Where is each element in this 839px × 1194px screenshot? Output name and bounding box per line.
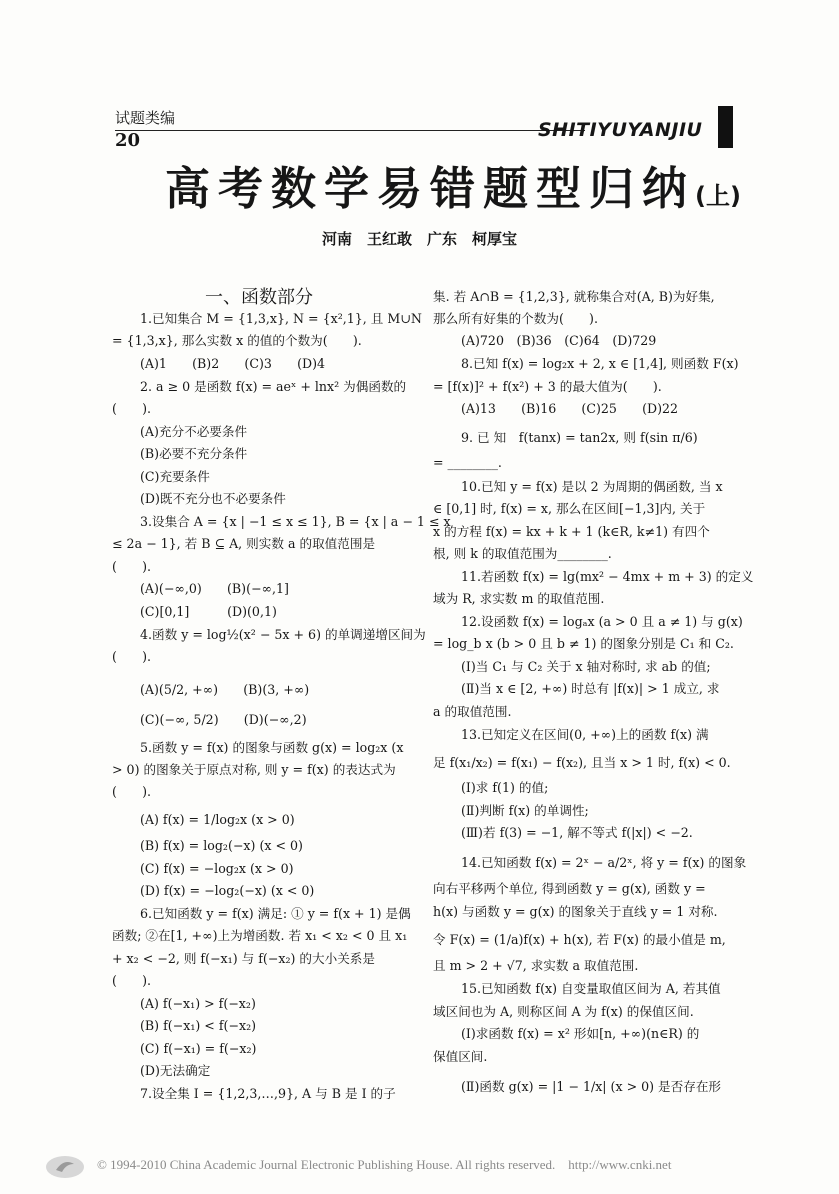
text-line: (C)充要条件 <box>140 469 210 484</box>
text-line: ( ). <box>112 649 152 664</box>
text-line: 12.设函数 f(x) = logₐx (a > 0 且 a ≠ 1) 与 g(x) <box>461 614 743 629</box>
article-title-main: 高考数学易错题型归纳 <box>165 162 696 215</box>
text-line: 保值区间. <box>433 1049 488 1064</box>
section-heading: 一、函数部分 <box>205 287 313 308</box>
text-line: (D) f(x) = −log₂(−x) (x < 0) <box>140 883 315 898</box>
text-line: ( ). <box>112 559 152 574</box>
text-line: = {1,3,x}, 那么实数 x 的值的个数为( ). <box>112 333 362 348</box>
text-line: 域为 R, 求实数 m 的取值范围. <box>433 591 605 606</box>
right-column <box>433 0 754 1194</box>
cnki-logo-icon <box>44 1154 86 1180</box>
text-line: 根, 则 k 的取值范围为________. <box>433 546 612 561</box>
journal-brand: SHITIYUYANJIU <box>538 119 703 141</box>
text-line: 域区间也为 A, 则称区间 A 为 f(x) 的保值区间. <box>433 1004 694 1019</box>
text-line: (A)720 (B)36 (C)64 (D)729 <box>461 333 657 348</box>
text-line: (Ⅱ)函数 g(x) = |1 − 1/x| (x > 0) 是否存在形 <box>461 1079 722 1094</box>
text-line: (A) f(−x₁) > f(−x₂) <box>140 996 256 1011</box>
text-line: (A)充分不必要条件 <box>140 424 248 439</box>
text-line: 集. 若 A∩B = {1,2,3}, 就称集合对(A, B)为好集, <box>433 289 715 304</box>
text-line: 5.函数 y = f(x) 的图象与函数 g(x) = log₂x (x <box>140 740 404 755</box>
text-line: 4.函数 y = log½(x² − 5x + 6) 的单调递增区间为 <box>140 627 426 642</box>
text-line: 向右平移两个单位, 得到函数 y = g(x), 函数 y = <box>433 881 706 896</box>
text-line: (C) f(−x₁) = f(−x₂) <box>140 1041 257 1056</box>
text-line: ≤ 2a − 1}, 若 B ⊆ A, 则实数 a 的取值范围是 <box>112 536 376 551</box>
text-line: (C)[0,1] (D)(0,1) <box>140 604 277 619</box>
article-title-suffix: (上) <box>695 182 741 210</box>
text-line: = [f(x)]² + f(x²) + 3 的最大值为( ). <box>433 379 662 394</box>
text-line: ( ). <box>112 784 152 799</box>
text-line: + x₂ < −2, 则 f(−x₁) 与 f(−x₂) 的大小关系是 <box>112 951 375 966</box>
text-line: 9. 已 知 f(tanx) = tan2x, 则 f(sin π/6) <box>461 430 698 445</box>
text-line: a 的取值范围. <box>433 704 512 719</box>
section-label: 试题类编 <box>115 109 176 127</box>
text-line: (D)既不充分也不必要条件 <box>140 491 286 506</box>
text-line: 8.已知 f(x) = log₂x + 2, x ∈ [1,4], 则函数 F(x) <box>461 356 739 371</box>
copyright-text: © 1994-2010 China Academic Journal Electronic Publishing House. All rights reserved. <box>97 1157 556 1172</box>
text-line: (A)(−∞,0) (B)(−∞,1] <box>140 581 289 596</box>
article-authors: 河南 王红敢 广东 柯厚宝 <box>322 230 518 248</box>
text-line: = log_b x (b > 0 且 b ≠ 1) 的图象分别是 C₁ 和 C₂. <box>433 636 734 651</box>
text-line: 7.设全集 I = {1,2,3,…,9}, A 与 B 是 I 的子 <box>140 1086 396 1101</box>
text-line: 14.已知函数 f(x) = 2ˣ − a/2ˣ, 将 y = f(x) 的图象 <box>461 855 747 870</box>
text-line: (B) f(−x₁) < f(−x₂) <box>140 1018 257 1033</box>
text-line: x 的方程 f(x) = kx + k + 1 (k∈R, k≠1) 有四个 <box>433 524 710 539</box>
text-line: (A)13 (B)16 (C)25 (D)22 <box>461 401 679 416</box>
text-line: (Ⅱ)判断 f(x) 的单调性; <box>461 803 589 818</box>
text-line: (Ⅰ)当 C₁ 与 C₂ 关于 x 轴对称时, 求 ab 的值; <box>461 659 711 674</box>
text-line: 3.设集合 A = {x | −1 ≤ x ≤ 1}, B = {x | a − 1 ≤ x <box>140 514 451 529</box>
text-line: 15.已知函数 f(x) 自变量取值区间为 A, 若其值 <box>461 981 721 996</box>
text-line: = ________. <box>433 455 502 470</box>
text-line: 且 m > 2 + √7, 求实数 a 取值范围. <box>433 958 639 973</box>
text-line: h(x) 与函数 y = g(x) 的图象关于直线 y = 1 对称. <box>433 904 718 919</box>
page-footer <box>0 1150 839 1194</box>
text-line: > 0) 的图象关于原点对称, 则 y = f(x) 的表达式为 <box>112 762 396 777</box>
text-line: (D)无法确定 <box>140 1063 211 1078</box>
text-line: 2. a ≥ 0 是函数 f(x) = aeˣ + lnx² 为偶函数的 <box>140 379 407 394</box>
text-line: (Ⅱ)当 x ∈ [2, +∞) 时总有 |f(x)| > 1 成立, 求 <box>461 681 720 696</box>
text-line: (A) f(x) = 1/log₂x (x > 0) <box>140 812 295 827</box>
text-line: ∈ [0,1] 时, f(x) = x, 那么在区间[−1,3]内, 关于 <box>433 501 706 516</box>
text-line: (B) f(x) = log₂(−x) (x < 0) <box>140 838 303 853</box>
text-line: (A)(5/2, +∞) (B)(3, +∞) <box>140 682 310 697</box>
text-line: 10.已知 y = f(x) 是以 2 为周期的偶函数, 当 x <box>461 479 723 494</box>
text-line: ( ). <box>112 401 152 416</box>
text-line: 令 F(x) = (1/a)f(x) + h(x), 若 F(x) 的最小值是 m, <box>433 932 726 947</box>
page-number: 20 <box>115 130 141 151</box>
text-line: (Ⅰ)求 f(1) 的值; <box>461 780 549 795</box>
text-line: 13.已知定义在区间(0, +∞)上的函数 f(x) 满 <box>461 727 709 742</box>
text-line: (C) f(x) = −log₂x (x > 0) <box>140 861 294 876</box>
text-line: (Ⅲ)若 f(3) = −1, 解不等式 f(|x|) < −2. <box>461 825 693 840</box>
text-line: (C)(−∞, 5/2) (D)(−∞,2) <box>140 712 307 727</box>
cnki-url[interactable]: http://www.cnki.net <box>568 1157 672 1172</box>
text-line: 函数; ②在[1, +∞)上为增函数. 若 x₁ < x₂ < 0 且 x₁ <box>112 928 408 943</box>
text-line: 11.若函数 f(x) = lg(mx² − 4mx + m + 3) 的定义 <box>461 569 754 584</box>
text-line: 1.已知集合 M = {1,3,x}, N = {x²,1}, 且 M∪N <box>140 311 422 326</box>
text-line: 那么所有好集的个数为( ). <box>433 311 598 326</box>
text-line: (B)必要不充分条件 <box>140 446 248 461</box>
footer-copyright <box>97 1157 671 1173</box>
text-line: (A)1 (B)2 (C)3 (D)4 <box>140 356 326 371</box>
text-line: 6.已知函数 y = f(x) 满足: ① y = f(x + 1) 是偶 <box>140 906 411 921</box>
text-line: 足 f(x₁/x₂) = f(x₁) − f(x₂), 且当 x > 1 时, f(x) < 0. <box>433 755 731 770</box>
text-line: (Ⅰ)求函数 f(x) = x² 形如[n, +∞)(n∈R) 的 <box>461 1026 700 1041</box>
text-line: ( ). <box>112 973 152 988</box>
